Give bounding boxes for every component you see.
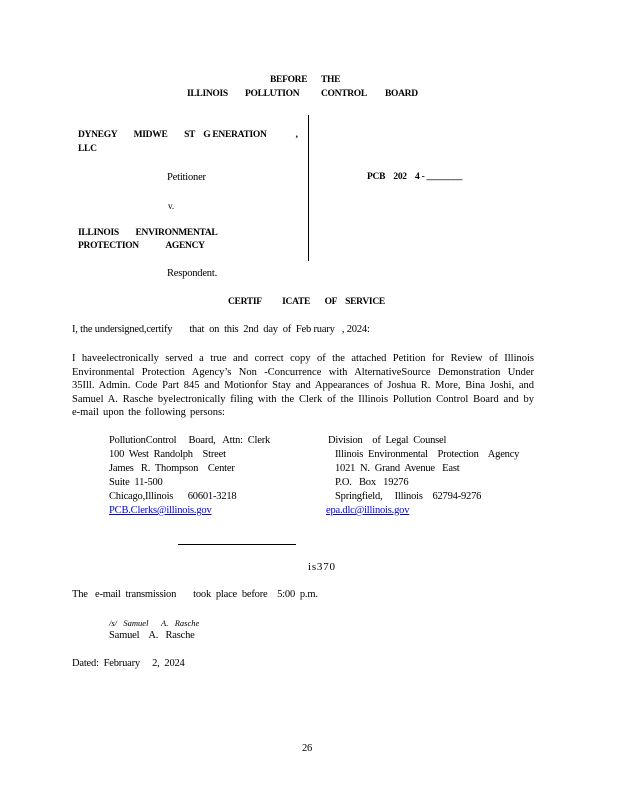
signatory-name: Samuel A. Rasche <box>109 630 195 641</box>
recipient-left-line3: James R. Thompson Center <box>109 463 235 474</box>
service-paragraph: I haveelectronically served a true and correct copy of the attached Petition for Review of Illinois Environmental Protection Agency’s Non -Concurrence with AlternativeSource Demonstration Under 35Ill. Admin. Code Part 845 and Motionfor Stay and Appearances of Joshua R. More, Bina Joshi, and Samuel A. Rasche byelectronically filing with the Clerk of the Illinois Pollution Control Board and by e-mail upon the following persons: <box>72 353 534 419</box>
petitioner-role: Petitioner <box>167 172 206 183</box>
petitioner-name: DYNEGY MIDWE ST G ENERATION , <box>78 130 298 140</box>
recipient-right-line1: Division of Legal Counsel <box>328 435 447 446</box>
caption-divider <box>308 115 309 261</box>
recipient-left-line2: 100 West Randolph Street <box>109 449 226 460</box>
recipient-right-line2: Illinois Environmental Protection Agency <box>335 449 520 460</box>
caption-pollution: POLLUTION <box>245 89 300 99</box>
certify-line: I, the undersigned,certify that on this 2nd day of Feb ruary , 2024: <box>72 324 370 335</box>
caption-board: BOARD <box>385 89 418 99</box>
caption-before: BEFORE <box>270 75 308 85</box>
electronic-signature: /s/ Samuel A. Rasche <box>109 618 200 628</box>
recipient-left-line5: Chicago,Illinois 60601-3218 <box>109 491 237 502</box>
petitioner-name-line2: LLC <box>78 144 97 154</box>
caption-control: CONTROL <box>321 89 367 99</box>
respondent-name-line2: PROTECTION AGENCY <box>78 241 205 251</box>
document-title: CERTIF ICATE OF SERVICE <box>228 297 385 307</box>
caption-illinois: ILLINOIS <box>187 89 228 99</box>
signature-rule <box>178 544 296 545</box>
caption-the: THE <box>321 75 341 85</box>
recipient-right-line5: Springfield, Illinois 62794-9276 <box>335 491 482 502</box>
recipient-left-line4: Suite 11-500 <box>109 477 163 488</box>
recipient-left-email-link[interactable]: PCB.Clerks@illinois.gov <box>109 505 212 516</box>
recipient-right-line3: 1021 N. Grand Avenue East <box>335 463 460 474</box>
dated-line: Dated: February 2, 2024 <box>72 658 185 669</box>
transmission-line: The e-mail transmission took place before 5:00 p.m. <box>72 589 318 600</box>
recipient-right-email-link[interactable]: epa.dlc@illinois.gov <box>326 505 410 516</box>
versus: v. <box>168 201 175 211</box>
respondent-role: Respondent. <box>167 268 218 279</box>
recipient-left-line1: PollutionControl Board, Attn: Clerk <box>109 435 271 446</box>
page-number: 26 <box>302 743 313 754</box>
recipient-right-line4: P.O. Box 19276 <box>335 477 409 488</box>
respondent-name: ILLINOIS ENVIRONMENTAL <box>78 228 218 238</box>
case-number: PCB 202 4 - ________ <box>367 172 463 182</box>
stamp-text: is370 <box>308 561 336 573</box>
